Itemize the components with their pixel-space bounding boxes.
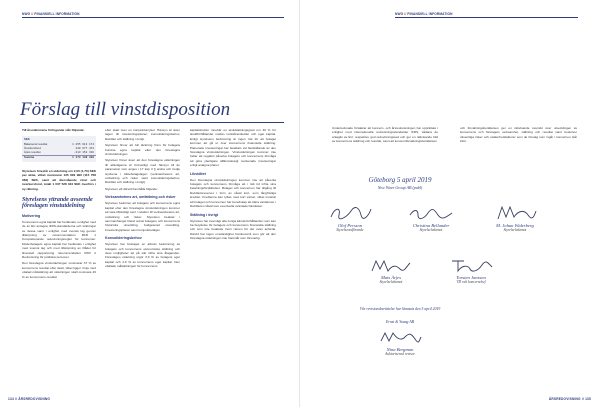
paragraph: Styrelsen har övervägt alla övriga kända förhållanden som kan ha betydelse för bolagets och koncernens finansiella ställning och som inte beaktats inom ramen för det ovan anförda. Därvid har ingen omständighet framkommit som gör att den föreslagna utdelningen inte framstår som försvarlig. — [190, 218, 276, 241]
signature-block: Olof Persson Styrelseordförande — [305, 203, 395, 232]
title-rule — [20, 122, 284, 123]
paragraph: efter skatt över en konjunkturcykel. Hänsyn är även tagen till investeringsplaner, konsolideringsbehov, likviditet och ställning i övrigt. — [105, 128, 180, 141]
paragraph: Styrelsen bedömer att bolagets och koncernens egna kapital efter den föreslagna vinstutdelningen kommer att vara tillräckligt stort i relation till verksamhetens art, omfattning och risker. Styrelsen beaktar i sammanhanget bland annat bolagets och koncernens historiska utveckling, budgeterad utveckling, investeringsplaner samt konjunkturläget. — [105, 201, 180, 232]
signature-block: Mats Årjes Styrelseledamot — [346, 255, 436, 284]
header-rule — [22, 17, 284, 18]
signature-block: Christina Bellander Styrelseledamot — [386, 203, 476, 232]
subheading-risks: Verksamhetens art, omfattning och risker — [105, 195, 176, 200]
subheading-motivation: Motivering — [22, 213, 41, 218]
section-heading: Styrelsens yttrande avseende föreslagen vinstutdelning — [22, 196, 93, 210]
proposal-text: Styrelsen föreslår en utdelning om 2,00 (1,70) SEK per aktie, vilket motsvarar 135 609 996 (115 768 082) SEK, samt att återstående vinst och överkursfond, totalt 1 037 528 334 SEK överförs i ny räkning. — [22, 168, 96, 191]
place-and-date: Göteborg 5 april 2019 — [368, 176, 432, 184]
column-3 — [190, 128, 276, 243]
signature-block: M. Johan Widerberg Styrelseledamot — [470, 203, 560, 232]
paragraph: Den föreslagna vinstutdelningen kommer inte att påverka bolagets och koncernens förmåga att i rätt tid infria sina betalningsförpliktelser. Bolaget och koncernen har tillgång till likviditetsreserver i form av såväl kort- som långfristiga krediter. Krediterna kan lyftas med kort varsel, vilket innebär att bolaget och koncernen har beredskap att klara variationer i likviditeten såväl som eventuella oväntade händelser. — [190, 177, 276, 209]
page-footer: ÅRSREDOVISNING // 135 — [548, 397, 591, 401]
signature-icon — [375, 327, 425, 347]
paragraph: Styrelsen finner även att den föreslagna utdelningen till aktieägarna är försvarligt med hänsyn till de parametrar som anges i 17 kap 3 § andra och tredje styckena i Aktiebolagslagen (verksamhetens art, omfattning och risker samt konsolideringsbehov, likviditet och ställning i övrigt). — [105, 158, 180, 185]
signature-icon — [490, 203, 540, 223]
paragraph: kapitalstruktur innebär en skuldsättningsgrad om 30 % för skuldförhållandet mellan nettolåneskulder och eget kapital. Enligt styrelsens bedömning är ingen risk för att bolaget kommer att gå ut över koncernens finansiella ställning. Planerade investeringar har beaktats vid fastställande av den föreslagna vinstutdelningen. Vinstutdelningen kommer inte heller att negativt påverka bolagets och koncernens förmåga att göra ytterligare affärsmässigt motiverade investeringar enligt antagna planer. — [190, 128, 276, 168]
paragraph: Styrelsen har företaget en allmän bedömning av bolagets och koncernens ekonomiska ställning och dess möjligheter att på sikt infria sina åtaganden. Föreslagen utdelning utgör 3,9 % av bolagets eget kapital och 3,9 % av koncernens eget kapital. Den uttalade målsättningen för koncernens — [105, 242, 180, 269]
paragraph: Styrelsen finner att full täckning finns för bolagets bundna egna kapital efter den föreslagna vinstutdelningen. — [105, 143, 180, 157]
page-footer: 134 // ÅRSREDOVISNING — [8, 397, 51, 401]
signature-icon — [406, 203, 456, 223]
assurance-text-2: och förvaltningsberättelsen ger en rättvisande översikt över utvecklingen av koncernens och företagets verksamhet, ställning och resultat samt beskriver väsentliga risker och osäkerhetsfaktorer som de företag som ingår i koncernen står inför. — [460, 126, 577, 144]
table-row: Balanserat resultat 1 255 613 174 — [24, 141, 94, 146]
column-2 — [105, 128, 180, 271]
currency-label: SEK — [24, 137, 30, 142]
running-header: NWG // FINANSIELL INFORMATION — [22, 12, 80, 16]
subheading-consolidation: Konsolideringsbehov — [105, 236, 142, 241]
page-title: Förslag till vinstdisposition — [20, 99, 231, 120]
column-1 — [22, 128, 96, 281]
company-name: New Wave Group AB (publ) — [377, 185, 423, 190]
table-sum-row: Summa 1 173 138 330 — [22, 155, 96, 161]
running-header: NWG // FINANSIELL INFORMATION — [395, 12, 453, 16]
signature-block: Torsten Jansson VD och koncernchef — [426, 255, 516, 284]
assurance-text-1: Undertecknade försäkrar att koncern- och årsredovisningen har upprättats i enlighet med internationella redovisningsstandarder IFRS, sådana de antagits av EU, respektive god redovisningssed och ger en rättvisande bild av koncernens ställning och resultat, samt att koncernförvaltningsberättelsen — [332, 126, 438, 144]
subheading-position: Ställning i övrigt — [190, 212, 219, 217]
signature-icon — [446, 255, 496, 275]
disposition-table — [22, 136, 96, 161]
auditor-note: Vår revisionsberättelse har lämnats den 5 april 2019 — [359, 307, 441, 311]
signature-icon — [366, 255, 416, 275]
subheading-liquidity: Likviditet — [190, 171, 206, 176]
header-rule — [395, 17, 578, 18]
table-row: Överkursfond 230 677 472 — [24, 145, 94, 150]
auditor-firm: Ernst & Young AB — [386, 320, 414, 324]
paragraph: Styrelsen vill därvid framhålla följande: — [105, 186, 158, 191]
signature-icon — [325, 203, 375, 223]
paragraph: Den föreslagna vinstutdelningen motsvarar 37 % av koncernens resultat efter skatt, vilket ligger i linje med uttalad målsättning att utdelningen skall motsvara 40 % av koncernens resultat — [22, 261, 96, 279]
signature-block: Nina Bergman Auktoriserad revisor — [355, 327, 445, 356]
paragraph: Koncernens egna kapital har beräknats i enlighet med de av EU antagna IFRS-standarderna och tolkningar av dessa samt i enlighet med svensk lag genom tillämpning av rekommendation RFR 1 Kompletterande redovisningsregler för koncerner. Moderbolagets egna kapital har beräknats i enlighet med svensk lag och med tillämpning av Rådet för finansiell rapportering rekommendation RFR 2 Redovisning för juridiska personer. — [22, 219, 96, 259]
intro-text: Till årsstämmans förfogande står följande: — [22, 128, 85, 132]
table-row: Årets resultat -313 152 316 — [24, 149, 94, 154]
